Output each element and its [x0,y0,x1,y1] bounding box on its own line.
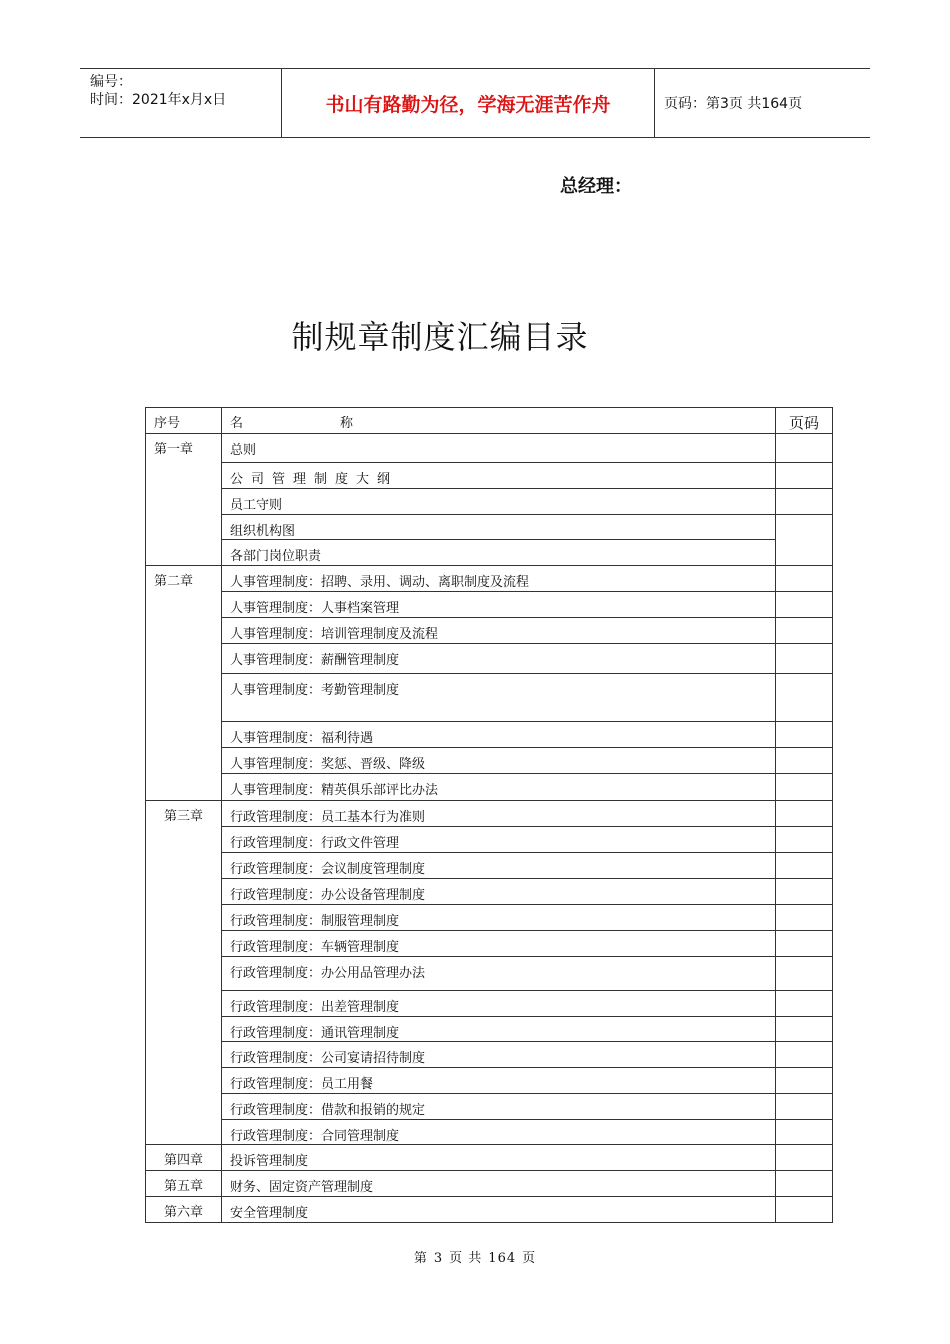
page-cell [776,618,833,644]
table-row [146,1120,833,1145]
header-name-b: 称 [340,416,354,431]
number-label: 编号： [90,74,132,90]
table-row [146,905,833,931]
toc-item: 投诉管理制度 [222,1145,776,1171]
table-row [146,879,833,905]
table-row [146,674,833,722]
table-row [146,618,833,644]
footer-page-number: 3 [433,1251,444,1266]
table-row [146,1068,833,1094]
toc-item: 各部门岗位职责 [222,540,776,566]
page-cell [776,1197,833,1223]
header-meta [80,69,280,137]
table-row [146,463,833,489]
table-row [146,748,833,774]
table-row [146,1094,833,1120]
toc-item: 行政管理制度：合同管理制度 [222,1120,776,1145]
toc-item: 行政管理制度：通讯管理制度 [222,1017,776,1042]
chapter-label: 第五章 [146,1171,222,1197]
toc-item: 行政管理制度：公司宴请招待制度 [222,1042,776,1068]
table-row [146,957,833,991]
page-cell [776,489,833,515]
table-row [146,722,833,748]
page-cell [776,801,833,827]
header-name-a: 名 [230,416,244,431]
page-cell [776,853,833,879]
table-row [146,434,833,463]
chapter-label: 第六章 [146,1197,222,1223]
table-row [146,931,833,957]
page-cell [776,674,833,722]
page-cell [776,644,833,674]
toc-item: 人事管理制度：培训管理制度及流程 [222,618,776,644]
page-cell [776,515,833,566]
toc-item: 行政管理制度：会议制度管理制度 [222,853,776,879]
table-row [146,1042,833,1068]
footer-post: 页 [522,1251,537,1266]
page-cell [776,991,833,1017]
page-cell [776,1094,833,1120]
page-cell [776,1068,833,1094]
toc-item: 行政管理制度：车辆管理制度 [222,931,776,957]
toc-item: 人事管理制度：招聘、录用、调动、离职制度及流程 [222,566,776,592]
page-cell [776,1120,833,1145]
table-row [146,853,833,879]
toc-item: 行政管理制度：员工基本行为准则 [222,801,776,827]
toc-item: 人事管理制度：考勤管理制度 [222,674,776,722]
page-cell [776,879,833,905]
page-cell [776,748,833,774]
table-row [146,489,833,515]
toc-item: 行政管理制度：员工用餐 [222,1068,776,1094]
toc-item: 安全管理制度 [222,1197,776,1223]
table-row [146,1197,833,1223]
footer-total-pages: 164 [488,1251,517,1266]
page-cell [776,774,833,801]
header-name [222,408,776,434]
toc-item: 人事管理制度：人事档案管理 [222,592,776,618]
page-cell [776,434,833,463]
table-row [146,774,833,801]
page-footer [0,1247,950,1266]
toc-item: 行政管理制度：制服管理制度 [222,905,776,931]
page-cell [776,905,833,931]
table-row [146,827,833,853]
table-row [146,566,833,592]
toc-item: 行政管理制度：借款和报销的规定 [222,1094,776,1120]
toc-item: 人事管理制度：奖惩、晋级、降级 [222,748,776,774]
toc-item: 员工守则 [222,489,776,515]
toc-item: 人事管理制度：精英俱乐部评比办法 [222,774,776,801]
toc-table [145,407,833,1223]
table-row [146,1017,833,1042]
toc-item: 行政管理制度：办公用品管理办法 [222,957,776,991]
time-label: 时间：2021年x月x日 [90,92,227,108]
page-title: 制规章制度汇编目录 [291,318,589,356]
page-cell [776,1171,833,1197]
chapter-label: 第二章 [146,566,222,801]
toc-item: 人事管理制度：薪酬管理制度 [222,644,776,674]
header-page-info: 页码：第3页 共164页 [664,96,803,112]
table-row [146,991,833,1017]
page-cell [776,1017,833,1042]
toc-item: 财务、固定资产管理制度 [222,1171,776,1197]
table-row [146,801,833,827]
page-cell [776,931,833,957]
page-cell [776,957,833,991]
general-manager-label: 总经理： [560,176,632,197]
page-cell [776,463,833,489]
header-seq: 序号 [146,408,222,434]
toc-item: 人事管理制度：福利待遇 [222,722,776,748]
header-motto: 书山有路勤为径，学海无涯苦作舟 [281,69,655,137]
footer-mid: 页 共 [449,1251,483,1266]
toc-item: 行政管理制度：办公设备管理制度 [222,879,776,905]
page-cell [776,722,833,748]
page-cell [776,592,833,618]
chapter-label: 第四章 [146,1145,222,1171]
footer-pre: 第 [413,1251,428,1266]
page-cell [776,1042,833,1068]
table-row [146,515,833,540]
toc-item: 组织机构图 [222,515,776,540]
toc-item: 行政管理制度：出差管理制度 [222,991,776,1017]
page-cell [776,566,833,592]
chapter-label: 第一章 [146,434,222,566]
toc-item: 总则 [222,434,776,463]
table-row [146,644,833,674]
toc-header-row [146,408,833,434]
toc-item: 公司管理制度大纲 [222,463,776,489]
page-cell [776,827,833,853]
table-row [146,592,833,618]
table-row [146,1145,833,1171]
chapter-label: 第三章 [146,801,222,1145]
table-row [146,1171,833,1197]
header-page: 页码 [776,408,833,434]
document-header [80,68,870,138]
toc-item: 行政管理制度：行政文件管理 [222,827,776,853]
table-row [146,540,833,566]
page-cell [776,1145,833,1171]
